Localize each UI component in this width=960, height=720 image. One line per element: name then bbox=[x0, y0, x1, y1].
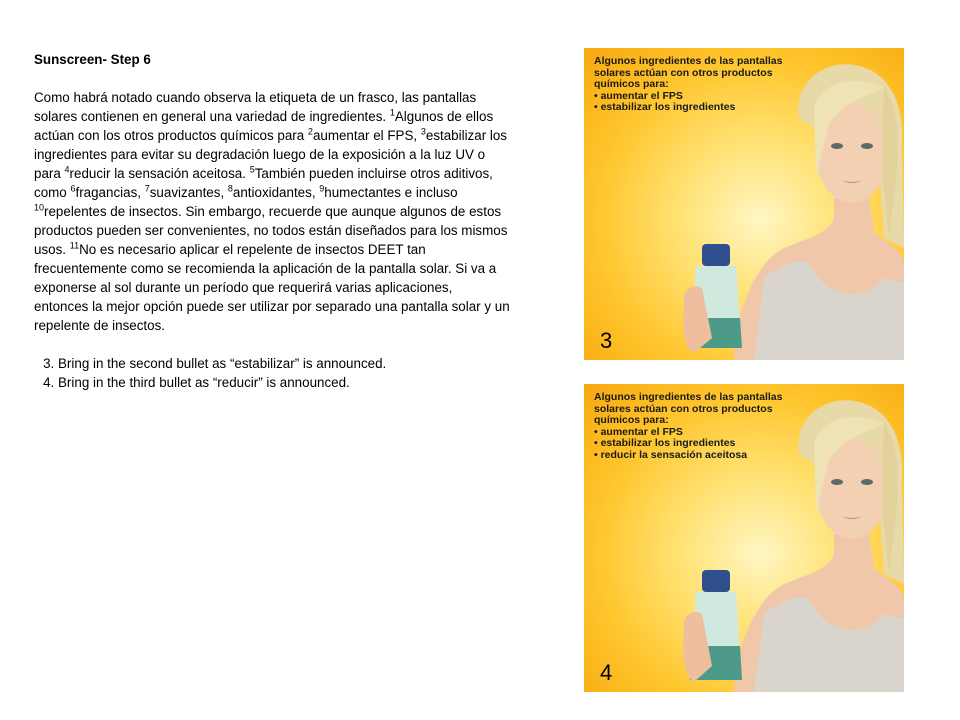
body-text-segment: Algunos de ellos actúan con los otros productos químicos para bbox=[34, 109, 494, 143]
slide-4-number: 4 bbox=[600, 660, 613, 685]
body-text-segment: Como habrá notado cuando observa la etiqueta de un frasco, las pantallas solares contienen en general una variedad de ingredientes. bbox=[34, 90, 477, 124]
slide-3-bullet-1: • aumentar el FPS bbox=[594, 91, 804, 103]
body-text-segment: También pueden incluirse otros aditivos, como bbox=[34, 166, 493, 200]
footnote-marker: 10 bbox=[34, 202, 45, 213]
slide-4-bullets bbox=[594, 427, 804, 462]
slide-thumbnail-4[interactable] bbox=[584, 384, 904, 692]
body-text-segment: aumentar el FPS, bbox=[312, 128, 421, 143]
body-text-segment: fragancias, bbox=[75, 185, 145, 200]
slide-4-bullet-1: • aumentar el FPS bbox=[594, 427, 804, 439]
body-text-segment: reducir la sensación aceitosa. bbox=[69, 166, 250, 181]
footnote-marker: 9 bbox=[319, 183, 325, 194]
notes-steps bbox=[34, 354, 510, 392]
body-text-segment: antioxidantes, bbox=[232, 185, 320, 200]
slide-4-bullet-2: • estabilizar los ingredientes bbox=[594, 438, 804, 450]
body-text-segment: repelentes de insectos. Sin embargo, recuerde que aunque algunos de estos productos pueden ser convenientes, no todos están diseñados para los mismos usos. bbox=[34, 204, 508, 257]
footnote-marker: 5 bbox=[249, 164, 255, 175]
slide-3-number: 3 bbox=[600, 328, 613, 353]
slide-3-bullets bbox=[594, 91, 804, 114]
slide-4-heading: Algunos ingredientes de las pantallas solares actúan con otros productos químicos para: bbox=[594, 391, 783, 426]
footnote-marker: 6 bbox=[70, 183, 76, 194]
body-text-segment: No es necesario aplicar el repelente de insectos DEET tan frecuentemente como se recomienda la aplicación de la pantalla solar. Si va a exponerse al sol durante un período que requerirá varias aplicaciones, entonces la mejor opción puede ser utilizar por separado una pantalla solar y un repelente de insectos. bbox=[34, 242, 510, 333]
slide-3-heading: Algunos ingredientes de las pantallas solares actúan con otros productos químicos para: bbox=[594, 55, 783, 90]
slide-3-text bbox=[594, 56, 804, 114]
slide-4-bullet-3: • reducir la sensación aceitosa bbox=[594, 450, 804, 462]
speaker-notes bbox=[34, 50, 510, 392]
footnote-marker: 7 bbox=[144, 183, 150, 194]
notes-step-3: 3. Bring in the second bullet as “estabilizar” is announced. bbox=[58, 354, 510, 373]
notes-step-4: 4. Bring in the third bullet as “reducir” is announced. bbox=[58, 373, 510, 392]
footnote-marker: 4 bbox=[64, 164, 70, 175]
body-text-segment: estabilizar los ingredientes para evitar su degradación luego de la exposición a la luz UV o para bbox=[34, 128, 507, 181]
notes-body bbox=[34, 88, 510, 335]
footnote-marker: 8 bbox=[227, 183, 233, 194]
footnote-marker: 1 bbox=[389, 107, 395, 118]
footnote-marker: 2 bbox=[307, 126, 313, 137]
body-text-segment: humectantes e incluso bbox=[324, 185, 458, 200]
footnote-marker: 3 bbox=[420, 126, 426, 137]
body-text-segment: suavizantes, bbox=[149, 185, 228, 200]
slide-4-text bbox=[594, 392, 804, 461]
slide-thumbnail-3[interactable] bbox=[584, 48, 904, 360]
slide-3-bullet-2: • estabilizar los ingredientes bbox=[594, 102, 804, 114]
notes-title: Sunscreen- Step 6 bbox=[34, 52, 151, 67]
footnote-marker: 11 bbox=[69, 240, 80, 251]
